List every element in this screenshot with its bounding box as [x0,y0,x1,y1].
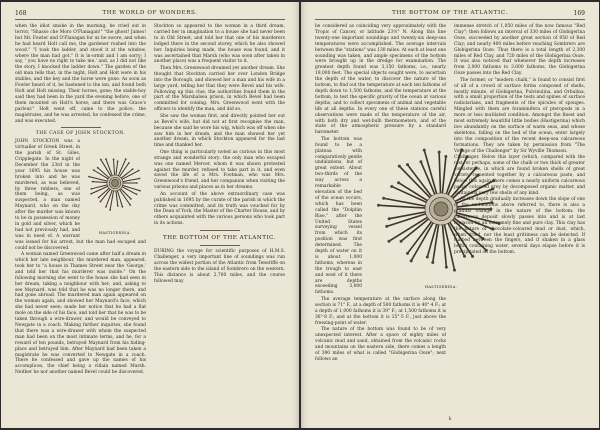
spine [121,179,139,182]
paragraph: As the depth gradually increases down the slope of one of the undulations above referred to, there is also a gradual change in the nature of the bottom: the calcareous deposit slowly passes into and is at last replaced by an extremely fine and pure clay. This clay has the nature of chocolate-coloured mud or dust, which, when dried, nor the least grittiness can be detected. If rubbed between the fingers, and if shaken in a glass bottle containing water, several days elapse before it is precipitated on the bottom. [454,197,585,256]
right-column-2 [454,24,585,422]
spine-tip [132,169,134,171]
paragraph: The nature of the bottom was found to be of very unexpected interest. After a space of eighty miles of volcanic mud and sand, obtained from the volcanic rocks and mountains on the eastern side, there comes a length of 390 miles of what is called "Globigerina Ooze"; next follows an [315,327,446,362]
signature-mark: b [448,417,452,422]
spine-tip [128,162,130,164]
divider [200,230,240,231]
shell-chamber [434,202,448,216]
spine-tip [98,197,100,199]
running-title-right: THE BOTTOM OF THE ATLANTIC. [392,10,508,16]
spine [106,189,113,207]
figure-small [84,141,146,235]
spine-tip [139,178,141,180]
left-column-1 [15,24,146,422]
spine [118,159,126,177]
spine-tip [130,198,132,200]
paragraph: be considered as coinciding very approximately with the Tropic of Cancer, or latitude 23½° N. Along this line twenty-one important soundings and twenty-six deep-sea temperatures were accomplished. The average intervals between the "stations" was 130 miles. At each at least one sounding was taken, and ample specimens of the bottom were brought up in the dredge for examination. The greatest depth found was 3,150 fathoms, i.e., nearly 19,000 feet. The special objects sought were, to ascertain the depth of the water, to discover the nature of the bottom, to find out the temperature at each ten fathoms of depth down to 1,500 fathoms, and the temperature at the bottom, to test the specific gravity of the ocean at various depths, and to collect specimens of animal and vegetable life at all depths. In every one of these stations careful observations were made of the temperature of the air, with both dry and wet-bulb thermometers, and of the state of the atmospheric pressure by a standard barometer. [315,24,446,136]
spine-tip [136,182,138,184]
divider [200,245,240,246]
paragraph: She saw the woman first, and directly pointed her out as Bevel's wife, but did not at first recognise the man, because she said he wore his wig, which was off when she saw him in her dream, and the man showed her yet another dream, in which Stockton appeared for the last time and thanked her. [154,113,285,149]
left-column-2 [154,24,285,422]
spine-tip [426,255,429,258]
spine-tip [377,204,380,207]
spine-tip [117,161,119,163]
spine-tip [406,252,409,255]
spine-tip [390,185,393,188]
spine-tip [122,206,124,208]
spine-tip [139,190,141,192]
spine-tip [431,261,434,264]
running-head-right [315,10,585,20]
spine-tip [100,201,102,203]
figure-caption-right: HASTIGERINA. [424,284,458,289]
spine-tip [387,240,390,243]
spine-tip [93,170,95,172]
page-number-right: 169 [573,10,585,17]
spine-tip [136,194,138,196]
paragraph: JOHN STOCKTON was a victualler of Greek Street, in the parish of St. Giles, Cripplegate. In the night of December the 23rd in the year 1695 his house was broken into and he was murdered, as was believed, by three robbers, one of them being, as was suspected, a man named Maynard, who on the day after the murder was known to be in possession of money in gold and silver, which he had not previously had, and was in need of. A warrant was issued for his arrest, but the man had escaped and could not be discovered. [15,139,146,251]
spine-tip [400,240,403,243]
spine-tip [90,193,92,195]
spine-tip [438,150,441,153]
spine-tip [100,159,102,161]
paragraph: Stockton so appeared to the woman in a third dream, carried her in imagination to a house she had never been to in Old Street, and told her that one of his murderers lodged there in the second storey, which he also showed her. Inquiries being made, the house was found, and it was ascertained that Marsh (who was soon after taken in another place) was a frequent visitor to it. [154,24,285,65]
right-column-1 [315,24,458,422]
paragraph: One thing is particularly noted as curious in this most strange and wonderful story: the only man who escaped was one named Mercer, whom it was shown protested against the murder, refused to take part in it, and even saved the life of a Mrs. Footman, who was Mrs. Greenwood's friend, and her companion when visiting the various prisons and places as in her dreams. [154,149,285,191]
spine-tip [117,205,119,207]
page-number-left: 168 [15,10,27,17]
spine-tip [125,159,127,161]
spine-tip [385,225,388,228]
hastigerina-illustration-small [84,141,146,227]
left-page [1,2,299,428]
figure-caption-left: HASTIGERINA. [98,231,132,236]
paragraph: Challenger. Below this layer (which, compared with the rest, or perhaps, some of the chalk or two thick of greater consistence, in which are found broken shells of great variety cemented together by a calcareous paste, and below this again there comes a nearly uniform calcareous paste, coloured grey by decomposed organic matter, and containing very few shells of any kind. [454,155,585,196]
spine-tip [105,206,107,208]
running-title-left: THE WORLD OF WONDERS. [102,10,198,16]
section-heading: THE BOTTOM OF THE ATLANTIC. [162,235,277,242]
divider [61,127,101,128]
paragraph: when the idiot smoke in the morning, he cried out in terror, "Shasso che Moro O'Flanagan!" "the ghost! James! but Mr. Fowler and O'Flanagan for us he swore, and when he had heard Holt call me, the gardener rushed into the wood." "I took the ladder, and stood it at the window, where the man had got." It is in-ormit and I am sorry; I say, ' you have no right to take me,' and, as I did not like the story, I knocked the ladder down." The garden of the old man tells that, in the night, Holt and Holt were in his stables, and the key and the horse were gone. As soon as Fowler heard of it, he hastened to the inn, and found both Holt and Holt missing. Their horses, gone; the stable-boy said they had been in the yard the evening before, one of them mounted on Holt's horse; and there was Grace's parlour." Holt went off, came to the police, the magistrates, and he was arrested, he confessed the crime, and was executed. [15,24,146,124]
spine-tip [105,159,107,161]
paragraph: The bottom was found to be a plateau with comparatively gentle undulations, but of great extent. About two-thirds of the way across a remarkable elevation of the bed of the ocean occurs, which has been called the "Dolphin Rise," after the United States surveying vessel from which its position was first determined. The depth of water on it is about 1,000 fathoms, whereas in the trough to east and west of it there are depths exceeding 3,000 fathoms. [315,136,362,296]
paragraph: The average temperature at the surface along the section is 71° F., at a depth of 500 fathoms it is 40°·4 F.; at a depth of 1,000 fathoms it is 39° F.; at 1,500 fathoms it is 36°·8 F.; and at the bottom it is 35°·5 F., just above the freezing-point of water. [315,296,446,326]
spine-tip [138,170,140,172]
spine-tip [397,181,400,184]
spine [439,152,440,196]
spine [114,160,115,177]
spine-tip [388,217,391,220]
spine-tip [91,188,93,190]
spine-tip [113,159,115,161]
spine-tip [406,163,409,166]
spine-tip [419,160,422,163]
spine-tip [129,204,131,206]
shell-chamber [111,180,118,187]
spine-tip [398,164,401,167]
spine-tip [423,148,426,151]
paragraph: A woman named Greenwood came after half a dream in which her late neighbour, the murdered man, appeared, took her to "a house in Thames Street near the 'George,' and told her that his murderer was inside." On the following morning she went to the house she had seen in her dream, taking a neighbour with her; and, asking to see Maynard, was told that he was no longer there, and had gone abroad. The murdered man again appeared on the woman again, and showed her Maynard's face, which she had never seen; made her notice that he had a flat mole on the side of his face, and told her that he was to be taken through a wire-drawer, and would be conveyed to Newgate in a coach. Making further inquiries, she found that there was a wire-drawer with whom the suspected man had been on the most intimate terms, and he, for a reward of ten pounds, betrayed Maynard from his hiding-place and betrayed him. After Maynard had been taken a magistrate he was converted to Newgate in a coach. There he confessed and gave up the names of his accomplices, the chief being a villain named Marsh. Neither he nor another named Bevel could be discovered. [15,252,146,376]
spine [93,182,109,183]
spine-tip [410,259,413,262]
spine-tip [444,155,447,158]
paragraph: immense stretch of 1,050 miles of the now famous "Red Clay"; then follows an interval of 330 miles of Globigerina Ooze, succeeded by another great section of 850 of Red Clay; and nearly 400 miles before reaching Sombrero are Globigerina Ooze. Thus there is a total length of 2,300 miles of Red Clay, and 720 miles of the Globigerina Ooze. It was also noticed that whenever the depth increases from 2,000 fathoms to 3,000 fathoms, the Globigerina Ooze passes into the Red Clay. [454,24,585,77]
spine-tip [92,181,94,183]
spine-tip [97,167,99,169]
right-page [301,2,599,428]
paragraph: DURING the voyage for scientific purposes of H.M.S. Challenger, a very important line of soundings was run across the widest portion of the Atlantic from Teneriffe on the eastern side to the island of Sombrero on the western. This distance is about 2,700 miles, and the course followed may [154,249,285,284]
spine-tip [445,265,448,268]
spine-tip [88,176,90,178]
spine-tip [382,197,385,200]
section-heading: THE CASE OF JOHN STOCKTON. [35,131,126,137]
spine [399,166,432,200]
spine [442,156,446,196]
spine [116,162,118,177]
paragraph: Then Mrs. Greenwood dreamed yet another dream. She thought that Stockton carried her over London Bridge into the Borough, and showed her a man and his wife in a large yard, telling her that they were Bevel and his wife. Following up this clue, the authorities found them in the part of the Marshalsea prison, in which Bevel had been committed for coining. Mrs. Greenwood went with the officers to identify the man, and did so. [154,65,285,113]
paragraph: The former, or "modern chalk," is found to consist first of all of a crowd of surface forms composed of shells, mostly minute, of Globigerina, Pulvinulina, and Orbulina, with a small proportion of the tests and spines of surface radiolarians, and fragments of the spicules of sponges. Mingled with them are foraminifera of pteropods in a more or less mutilated condition. Amongst the finest and most extremely beautiful little bodies (Hastigerina) which live abundantly on the surface of warm seas, and whose skeletons, falling on the bed of the ocean, enter largely into the composition of the recent deep-sea calcareous formations. They are taken by permission from "The Voyage of the Challenger" by Sir Wyville Thomson. [454,77,585,154]
spine-tip [109,209,111,211]
paragraph: An account of the above extraordinary case was published in 1695 by the curate of the parish in which the crime was committed, and its truth was vouched for by the Dean of York, the Master of the Charter House, and by others acquainted with the various persons who took part in its actions. [154,191,285,227]
running-head-left [15,10,285,20]
